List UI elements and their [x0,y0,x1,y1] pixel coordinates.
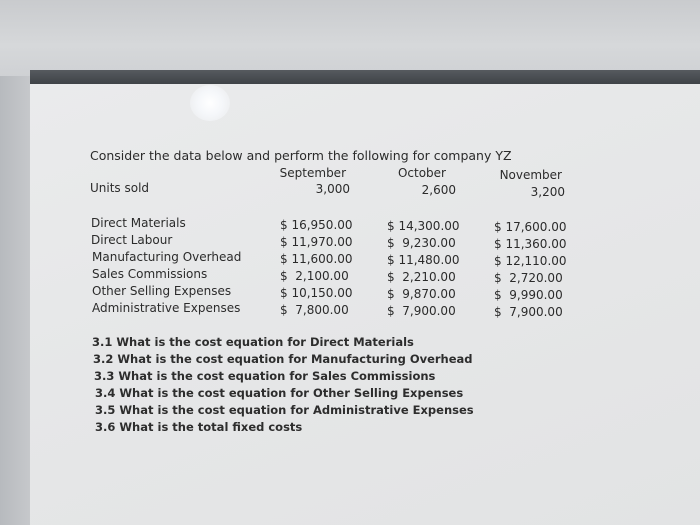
question-item: 3.5 What is the cost equation for Administrative Expenses [95,403,474,417]
expense-value: $ 12,110.00 [494,254,567,268]
expense-label: Direct Labour [91,233,173,247]
month-header-october: October [397,166,446,180]
question-item: 3.2 What is the cost equation for Manufacturing Overhead [93,352,473,366]
expense-label: Direct Materials [91,216,186,230]
month-header-november: November [499,168,562,182]
expense-value: $ 16,950.00 [280,218,353,232]
expense-label: Sales Commissions [92,267,208,281]
question-item: 3.1 What is the cost equation for Direct Materials [92,335,414,349]
expense-value: $ 7,800.00 [280,303,349,317]
expense-value: $ 9,230.00 [387,236,456,250]
expense-label: Manufacturing Overhead [92,250,242,264]
document-title: Consider the data below and perform the following for company YZ [90,148,512,163]
month-header-september: September [279,166,346,180]
expense-value: $ 2,720.00 [494,271,563,285]
expense-value: $ 9,990.00 [494,288,563,302]
units-october: 2,600 [421,183,456,197]
expense-value: $ 11,360.00 [494,237,567,251]
expense-value: $ 10,150.00 [280,286,353,300]
question-item: 3.6 What is the total fixed costs [95,420,303,434]
units-sold-label: Units sold [90,181,150,195]
expense-value: $ 2,210.00 [387,270,456,284]
expense-value: $ 11,480.00 [387,253,460,267]
question-item: 3.3 What is the cost equation for Sales Commissions [94,369,436,383]
units-september: 3,000 [315,182,350,196]
expense-value: $ 2,100.00 [280,269,349,283]
expense-value: $ 14,300.00 [387,219,460,233]
expense-value: $ 7,900.00 [387,304,456,318]
expense-value: $ 11,970.00 [280,235,353,249]
expense-value: $ 7,900.00 [494,305,563,319]
units-november: 3,200 [530,185,565,199]
expense-value: $ 17,600.00 [494,220,567,234]
expense-label: Other Selling Expenses [92,284,232,298]
expense-value: $ 11,600.00 [280,252,353,266]
expense-label: Administrative Expenses [92,301,241,315]
expense-value: $ 9,870.00 [387,287,456,301]
question-item: 3.4 What is the cost equation for Other Selling Expenses [95,386,464,400]
